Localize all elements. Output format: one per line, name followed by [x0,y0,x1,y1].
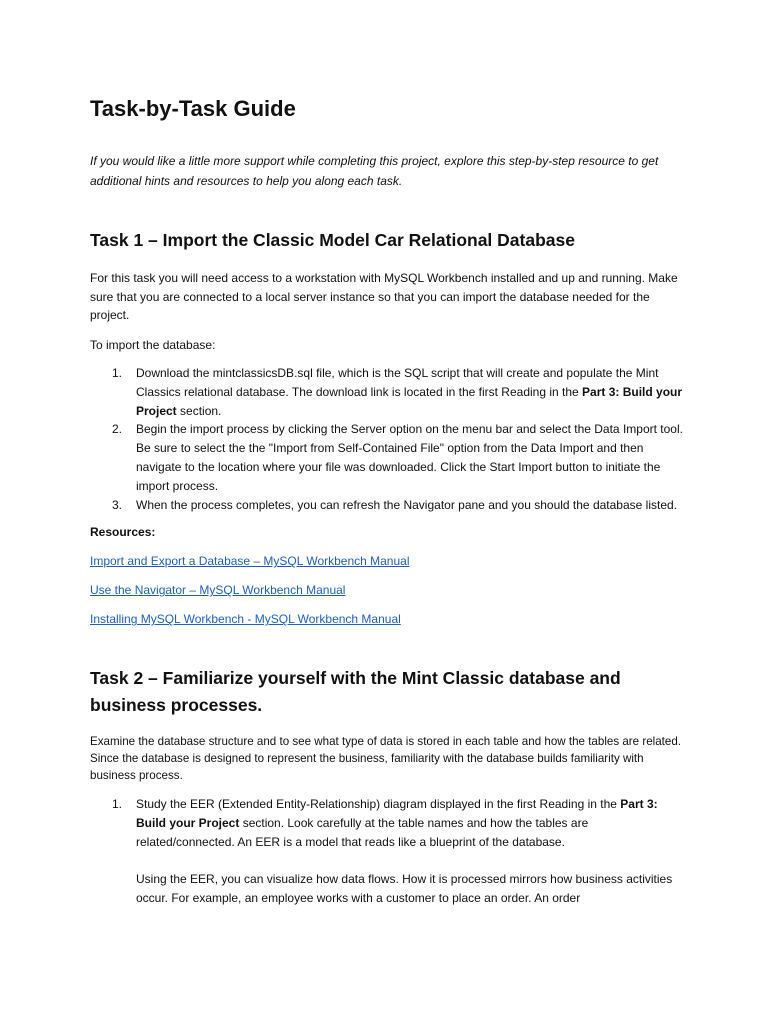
step-number: 1. [112,366,123,380]
page-title: Task-by-Task Guide [90,96,296,121]
step-text: Study the EER (Extended Entity-Relationship) diagram displayed in the first Reading in the [136,797,621,812]
intro-paragraph: If you would like a little more support while completing this project, explore this step-by-step resource to get additional hints and resources to help you along each task. [90,154,659,188]
task2-step-1 [90,795,690,907]
link-import-export-database[interactable]: Import and Export a Database – MySQL Workbench Manual [90,554,410,569]
step-text: When the process completes, you can refresh the Navigator pane and you should the database listed. [136,497,677,512]
document-content [90,92,690,907]
step-text-after: section. [176,403,222,418]
task1-heading: Task 1 – Import the Classic Model Car Relational Database [90,230,575,250]
resources-label: Resources: [90,525,156,540]
task1-step-1 [90,364,690,420]
link-use-navigator[interactable]: Use the Navigator – MySQL Workbench Manual [90,583,346,598]
task1-import-intro: To import the database: [90,337,216,352]
resources-links [90,552,690,628]
step-number: 3. [112,497,123,512]
task2-steps-list [90,795,690,907]
step-number: 1. [112,797,123,812]
step-bold-text: Part 3: Build your Project [136,797,658,831]
task1-steps-list [90,364,690,514]
step-sub-paragraph: Using the EER, you can visualize how data flows. How it is processed mirrors how business activities occur. For example, an employee works with a customer to place an order. An order [136,871,673,905]
task2-paragraph: Examine the database structure and to see what type of data is stored in each table and how the tables are related. Since the database is designed to represent the business, familiarity with the database builds familiarity with business process. [90,735,682,783]
link-installing-workbench[interactable]: Installing MySQL Workbench - MySQL Workbench Manual [90,612,401,627]
step-text: Download the mintclassicsDB.sql file, which is the SQL script that will create and populate the Mint Classics relational database. The download link is located in the first Reading in the [136,366,659,399]
task1-step-3 [90,496,690,515]
step-text-after: section. Look carefully at the table names and how the tables are related/connected. An EER is a model that reads like a blueprint of the database. [136,816,589,849]
step-text: Begin the import process by clicking the Server option on the menu bar and select the Data Import tool. Be sure to select the the "Import from Self-Contained File" option from the Data Import and then navigate to the location where your file was downloaded. Click the Start Import button to initiate the import process. [136,422,683,493]
step-bold-text: Part 3: Build your Project [136,384,683,418]
task1-paragraph: For this task you will need access to a workstation with MySQL Workbench installed and up and running. Make sure that you are connected to a local server instance so that you can import the database needed for the project. [90,271,678,322]
task2-heading: Task 2 – Familiarize yourself with the Mint Classic database and business processes. [90,668,621,716]
step-number: 2. [112,422,123,437]
task1-step-2 [90,420,690,495]
